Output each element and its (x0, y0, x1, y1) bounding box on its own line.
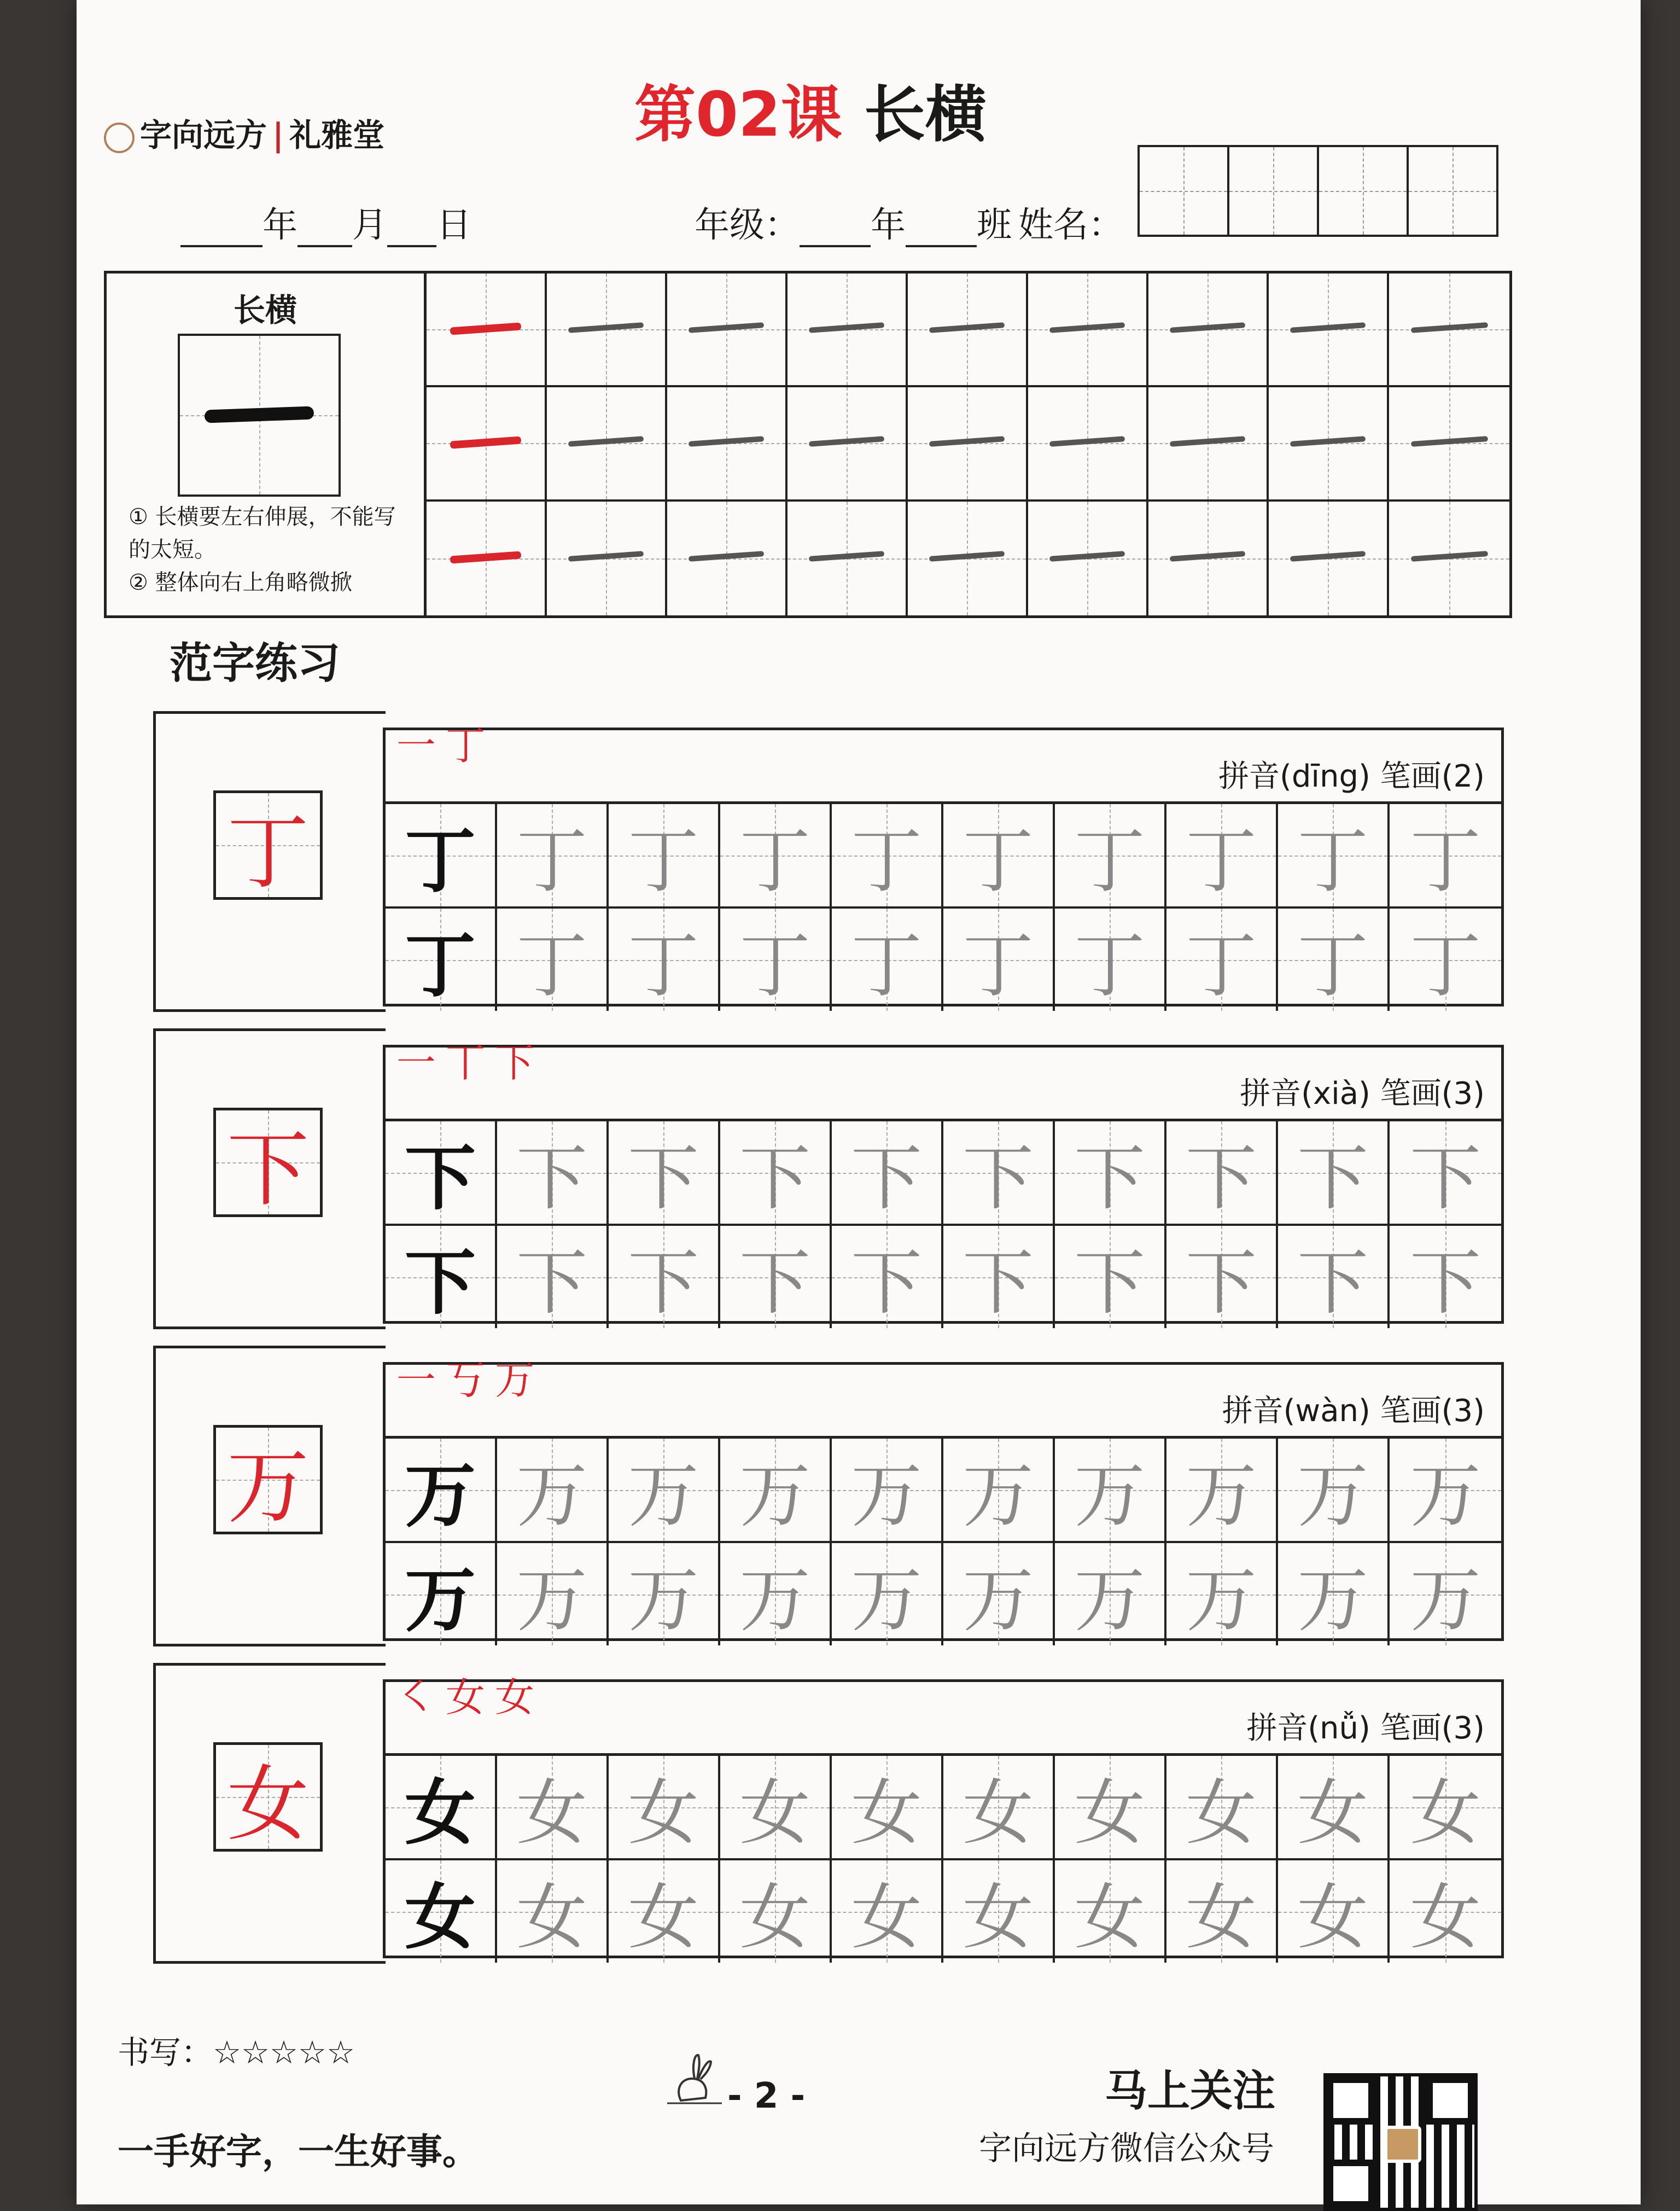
practice-cell[interactable]: 万 (1166, 1543, 1278, 1645)
stroke-practice-cell[interactable] (1389, 274, 1509, 387)
horizontal-stroke (929, 437, 1005, 447)
stroke-practice-cell[interactable] (427, 387, 547, 501)
horizontal-stroke (450, 551, 521, 564)
character-header (386, 723, 1501, 804)
practice-cell[interactable]: 万 (1278, 1439, 1390, 1543)
stroke-practice-cell[interactable] (1389, 502, 1509, 615)
stroke-order-step: 一 (396, 1357, 436, 1403)
practice-cell[interactable]: 万 (497, 1439, 609, 1543)
practice-cell[interactable]: 下 (1390, 1121, 1501, 1226)
horizontal-stroke (1290, 437, 1366, 447)
practice-cell[interactable]: 女 (497, 1860, 609, 1963)
practice-cell[interactable]: 女 (386, 1756, 497, 1860)
practice-cell[interactable]: 下 (720, 1226, 832, 1328)
practice-cell[interactable]: 丁 (497, 804, 609, 909)
horizontal-stroke (1049, 551, 1125, 562)
character-header (386, 1674, 1501, 1756)
stroke-practice-cell[interactable] (427, 502, 547, 615)
model-character: 万 (213, 1425, 323, 1534)
practice-cell[interactable]: 女 (609, 1756, 720, 1860)
practice-cell[interactable]: 万 (386, 1543, 497, 1645)
model-frame (153, 1346, 386, 1646)
practice-cell[interactable]: 丁 (386, 909, 497, 1011)
character-header (386, 1357, 1501, 1439)
practice-cell[interactable]: 丁 (943, 804, 1055, 909)
practice-cell[interactable]: 丁 (1278, 909, 1390, 1011)
stroke-order-step: 一 (396, 1040, 436, 1086)
practice-cell[interactable]: 丁 (609, 909, 720, 1011)
tip-1: ① 长横要左右伸展，不能写的太短。 (129, 504, 396, 562)
practice-cell[interactable]: 女 (609, 1860, 720, 1963)
practice-cell[interactable]: 丁 (720, 909, 832, 1011)
practice-cell[interactable]: 丁 (720, 804, 832, 909)
date-line: 年 月 日 (180, 197, 471, 247)
practice-cell[interactable]: 万 (1390, 1543, 1501, 1645)
stroke-practice-cell[interactable] (908, 387, 1028, 501)
practice-cell[interactable]: 女 (1390, 1860, 1501, 1963)
practice-grid (386, 804, 1501, 1007)
practice-cell[interactable]: 万 (1278, 1543, 1390, 1645)
character-header (386, 1040, 1501, 1121)
name-box[interactable] (1138, 145, 1498, 237)
stroke-practice-cell[interactable] (1269, 387, 1389, 501)
practice-cell[interactable]: 女 (1278, 1860, 1390, 1963)
stroke-practice-cell[interactable] (667, 274, 788, 387)
horizontal-stroke (450, 322, 521, 335)
practice-area (383, 1357, 1504, 1642)
practice-cell[interactable]: 丁 (1278, 804, 1390, 909)
long-horizontal-stroke (205, 406, 314, 423)
horizontal-stroke (1410, 436, 1488, 447)
qr-code[interactable] (1323, 2073, 1478, 2211)
practice-cell[interactable]: 万 (1055, 1439, 1166, 1543)
stroke-practice-cell[interactable] (908, 274, 1028, 387)
horizontal-stroke (809, 551, 885, 562)
practice-grid (386, 1756, 1501, 1959)
horizontal-stroke (689, 551, 765, 562)
practice-area (383, 1040, 1504, 1324)
model-character: 女 (213, 1742, 323, 1852)
stroke-practice-cell[interactable] (908, 502, 1028, 615)
practice-cell[interactable]: 女 (497, 1756, 609, 1860)
pinyin-stroke-info: 拼音(wàn) 笔画(3) (1222, 1393, 1485, 1429)
practice-cell[interactable]: 女 (1166, 1756, 1278, 1860)
slogan: 一手好字，一生好事。 (118, 2131, 479, 2173)
practice-cell[interactable]: 万 (832, 1439, 943, 1543)
character-block (153, 1346, 1504, 1641)
practice-cell[interactable]: 下 (609, 1226, 720, 1328)
practice-cell[interactable]: 万 (609, 1439, 720, 1543)
horizontal-stroke (809, 437, 885, 447)
practice-cell[interactable]: 万 (943, 1439, 1055, 1543)
practice-cell[interactable]: 丁 (1055, 804, 1166, 909)
stroke-order-step: 一 (396, 723, 436, 769)
horizontal-stroke (1049, 437, 1125, 447)
stroke-order (396, 1031, 544, 1088)
page-title (634, 66, 987, 154)
practice-cell[interactable]: 女 (832, 1756, 943, 1860)
practice-cell[interactable]: 女 (720, 1756, 832, 1860)
practice-cell[interactable]: 万 (497, 1543, 609, 1645)
practice-cell[interactable]: 丁 (1390, 909, 1501, 1011)
horizontal-stroke (929, 322, 1005, 333)
tip-2: ② 整体向右上角略微掀 (129, 570, 352, 595)
practice-cell[interactable]: 女 (720, 1860, 832, 1963)
practice-cell[interactable]: 丁 (1166, 909, 1278, 1011)
stroke-practice-cell[interactable] (1028, 274, 1148, 387)
seal-icon (104, 123, 135, 153)
practice-cell[interactable]: 丁 (1166, 804, 1278, 909)
stroke-practice-grid (427, 274, 1509, 615)
stroke-practice-cell[interactable] (667, 502, 788, 615)
practice-cell[interactable]: 万 (720, 1543, 832, 1645)
grade-line: 年级： 年 班 姓名： (695, 197, 1123, 247)
practice-cell[interactable]: 丁 (943, 909, 1055, 1011)
practice-cell[interactable]: 万 (832, 1543, 943, 1645)
rabbit-icon (664, 2049, 725, 2109)
practice-cell[interactable]: 女 (943, 1756, 1055, 1860)
practice-grid (386, 1439, 1501, 1642)
practice-cell[interactable]: 下 (609, 1121, 720, 1226)
practice-grid (386, 1121, 1501, 1324)
stroke-practice-cell[interactable] (427, 274, 547, 387)
stroke-practice-cell[interactable] (547, 274, 667, 387)
practice-cell[interactable]: 下 (1278, 1121, 1390, 1226)
stroke-order-step: 女 (495, 1674, 535, 1720)
horizontal-stroke (568, 551, 644, 562)
horizontal-stroke (689, 437, 765, 447)
practice-cell[interactable]: 女 (386, 1860, 497, 1963)
horizontal-stroke (1290, 322, 1366, 333)
practice-cell[interactable]: 万 (943, 1543, 1055, 1645)
lesson-number: 第02课 (634, 79, 842, 150)
practice-cell[interactable]: 女 (1055, 1860, 1166, 1963)
stroke-order-step: ㇛ (396, 1674, 436, 1720)
horizontal-stroke (809, 322, 885, 333)
stroke-practice-cell[interactable] (547, 502, 667, 615)
practice-cell[interactable]: 下 (386, 1226, 497, 1328)
practice-cell[interactable]: 下 (943, 1121, 1055, 1226)
practice-cell[interactable]: 下 (1055, 1121, 1166, 1226)
stroke-order (396, 714, 495, 771)
practice-cell[interactable]: 下 (386, 1121, 497, 1226)
practice-cell[interactable]: 下 (497, 1121, 609, 1226)
stroke-practice-cell[interactable] (788, 274, 908, 387)
practice-cell[interactable]: 女 (943, 1860, 1055, 1963)
stroke-practice-cell[interactable] (1148, 502, 1269, 615)
brand-logo: 字向远方 | 礼雅堂 (104, 109, 384, 155)
practice-cell[interactable]: 丁 (832, 804, 943, 909)
practice-cell[interactable]: 女 (1278, 1756, 1390, 1860)
stroke-title: 长横 (233, 292, 297, 329)
stroke-practice-cell[interactable] (1269, 274, 1389, 387)
stroke-practice-cell[interactable] (1389, 387, 1509, 501)
practice-cell[interactable]: 下 (1166, 1226, 1278, 1328)
stroke-order-step: ⼥ (446, 1674, 486, 1720)
pinyin-stroke-info: 拼音(dīng) 笔画(2) (1218, 759, 1485, 794)
rating: 书写：☆☆☆☆☆ (118, 2034, 355, 2071)
practice-area (383, 1674, 1504, 1959)
horizontal-stroke (1170, 551, 1246, 562)
pinyin-stroke-info: 拼音(nǚ) 笔画(3) (1246, 1710, 1485, 1746)
horizontal-stroke (929, 551, 1005, 562)
stroke-lesson (104, 271, 1512, 618)
model-character: 下 (213, 1108, 323, 1217)
stroke-practice-cell[interactable] (788, 387, 908, 501)
stroke-practice-cell[interactable] (1148, 274, 1269, 387)
stroke-order-step: 万 (495, 1357, 535, 1403)
horizontal-stroke (689, 322, 765, 333)
practice-cell[interactable]: 丁 (609, 804, 720, 909)
stroke-practice-cell[interactable] (1028, 387, 1148, 501)
practice-cell[interactable]: 万 (720, 1439, 832, 1543)
follow-text: 马上关注 (1105, 2067, 1276, 2116)
practice-cell[interactable]: 下 (720, 1121, 832, 1226)
stroke-practice-cell[interactable] (547, 387, 667, 501)
practice-cell[interactable]: 下 (497, 1226, 609, 1328)
practice-cell[interactable]: 下 (1390, 1226, 1501, 1328)
practice-cell[interactable]: 万 (1055, 1543, 1166, 1645)
stroke-explanation (107, 274, 427, 615)
stroke-practice-cell[interactable] (1269, 502, 1389, 615)
pinyin-stroke-info: 拼音(xià) 笔画(3) (1240, 1076, 1485, 1112)
practice-cell[interactable]: 万 (386, 1439, 497, 1543)
stroke-order-step: 下 (495, 1040, 535, 1086)
horizontal-stroke (1170, 322, 1246, 333)
model-character: 丁 (213, 790, 323, 900)
practice-cell[interactable]: 下 (832, 1226, 943, 1328)
lesson-name: 长横 (864, 79, 987, 150)
practice-cell[interactable]: 丁 (1055, 909, 1166, 1011)
horizontal-stroke (568, 437, 644, 447)
section-title: 范字练习 (170, 639, 341, 688)
practice-cell[interactable]: 丁 (832, 909, 943, 1011)
horizontal-stroke (568, 322, 644, 333)
stroke-order (396, 1348, 544, 1405)
practice-cell[interactable]: 下 (1278, 1226, 1390, 1328)
horizontal-stroke (1049, 322, 1125, 333)
wechat-text: 字向远方微信公众号 (979, 2129, 1274, 2168)
practice-cell[interactable]: 丁 (386, 804, 497, 909)
practice-cell[interactable]: 下 (1055, 1226, 1166, 1328)
practice-cell[interactable]: 女 (832, 1860, 943, 1963)
horizontal-stroke (1410, 322, 1488, 333)
model-frame (153, 1663, 386, 1964)
practice-cell[interactable]: 女 (1390, 1756, 1501, 1860)
horizontal-stroke (1410, 551, 1488, 562)
page-number: - 2 - (727, 2076, 806, 2116)
stroke-practice-cell[interactable] (1028, 502, 1148, 615)
model-frame (153, 1028, 386, 1329)
stroke-practice-cell[interactable] (1148, 387, 1269, 501)
practice-cell[interactable]: 女 (1166, 1860, 1278, 1963)
qr-logo (1384, 2126, 1421, 2163)
horizontal-stroke (450, 437, 521, 449)
practice-cell[interactable]: 下 (832, 1121, 943, 1226)
character-block (153, 1663, 1504, 1958)
horizontal-stroke (1290, 551, 1366, 562)
stroke-order-step: 丂 (446, 1357, 486, 1403)
character-block (153, 711, 1504, 1006)
practice-cell[interactable]: 万 (609, 1543, 720, 1645)
stroke-diagram (178, 334, 341, 497)
practice-cell[interactable]: 万 (1166, 1439, 1278, 1543)
stroke-practice-cell[interactable] (667, 387, 788, 501)
stroke-practice-cell[interactable] (788, 502, 908, 615)
practice-area (383, 723, 1504, 1007)
stroke-order (396, 1666, 544, 1723)
model-frame (153, 711, 386, 1012)
horizontal-stroke (1170, 437, 1246, 447)
practice-cell[interactable]: 万 (1390, 1439, 1501, 1543)
practice-cell[interactable]: 女 (1055, 1756, 1166, 1860)
practice-cell[interactable]: 下 (943, 1226, 1055, 1328)
stroke-order-step: 丅 (446, 1040, 486, 1086)
practice-cell[interactable]: 下 (1166, 1121, 1278, 1226)
practice-cell[interactable]: 丁 (1390, 804, 1501, 909)
practice-cell[interactable]: 丁 (497, 909, 609, 1011)
stroke-order-step: 丁 (446, 723, 486, 769)
character-block (153, 1028, 1504, 1324)
